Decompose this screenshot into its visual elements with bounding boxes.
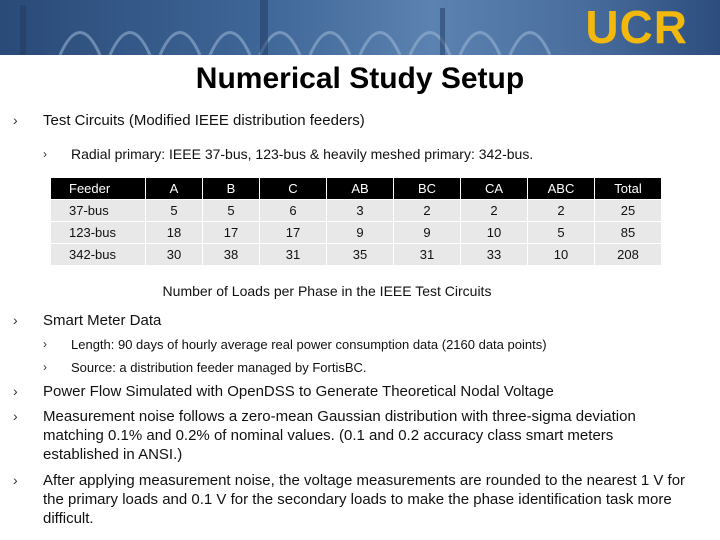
- table-cell: 31: [260, 244, 326, 265]
- table-row: [51, 222, 661, 243]
- table-cell: 5: [203, 200, 259, 221]
- table-cell: 3: [327, 200, 393, 221]
- table-cell: 10: [528, 244, 594, 265]
- slide-title: Numerical Study Setup: [195, 62, 525, 95]
- table-row: [51, 244, 661, 265]
- col-header: Feeder: [51, 178, 145, 199]
- table-cell: 5: [528, 222, 594, 243]
- sub-bullet-length: [43, 335, 547, 354]
- chevron-right-icon: ›: [43, 147, 47, 161]
- bullet-text: Source: a distribution feeder managed by FortisBC.: [71, 360, 367, 375]
- header-banner: [0, 0, 720, 55]
- table-cell: 33: [461, 244, 527, 265]
- table-cell: 2: [461, 200, 527, 221]
- table-cell: 31: [394, 244, 460, 265]
- bullet-text: Length: 90 days of hourly average real power consumption data (2160 data points): [71, 337, 547, 352]
- loads-table: [50, 177, 662, 266]
- sub-bullet-source: [43, 358, 367, 377]
- col-header: C: [260, 178, 326, 199]
- bullet-text: Power Flow Simulated with OpenDSS to Generate Theoretical Nodal Voltage: [43, 383, 554, 400]
- col-header: BC: [394, 178, 460, 199]
- bullet-text: Measurement noise follows a zero-mean Gaussian distribution with three-sigma deviation matching 0.1% and 0.2% of nominal values. (0.1 and 0.2 accuracy class smart meters established in ANSI.): [43, 408, 636, 463]
- table-cell: 10: [461, 222, 527, 243]
- chevron-right-icon: ›: [43, 337, 47, 351]
- bullet-text: Radial primary: IEEE 37-bus, 123-bus & heavily meshed primary: 342-bus.: [71, 146, 534, 162]
- chevron-right-icon: ›: [13, 408, 18, 424]
- table-cell: 37-bus: [51, 200, 145, 221]
- col-header: AB: [327, 178, 393, 199]
- table-cell: 342-bus: [51, 244, 145, 265]
- bullet-measurement-noise: [13, 407, 693, 464]
- col-header: A: [146, 178, 202, 199]
- table-cell: 9: [327, 222, 393, 243]
- table-cell: 35: [327, 244, 393, 265]
- chevron-right-icon: ›: [13, 312, 18, 328]
- sub-bullet-radial: [43, 145, 534, 164]
- table-cell: 2: [528, 200, 594, 221]
- chevron-right-icon: ›: [13, 383, 18, 399]
- chevron-right-icon: ›: [43, 360, 47, 374]
- table-cell: 17: [260, 222, 326, 243]
- table-caption: Number of Loads per Phase in the IEEE Test Circuits: [162, 283, 492, 299]
- bullet-test-circuits: [13, 111, 365, 130]
- table-cell: 17: [203, 222, 259, 243]
- table-cell: 25: [595, 200, 661, 221]
- ucr-logo: UCR: [585, 1, 688, 53]
- table-cell: 18: [146, 222, 202, 243]
- table-cell: 2: [394, 200, 460, 221]
- table-cell: 30: [146, 244, 202, 265]
- bullet-rounding: [13, 471, 698, 528]
- bullet-smart-meter: [13, 311, 162, 330]
- bullet-text: Smart Meter Data: [43, 312, 162, 329]
- col-header: Total: [595, 178, 661, 199]
- table-cell: 123-bus: [51, 222, 145, 243]
- table-cell: 5: [146, 200, 202, 221]
- table-cell: 6: [260, 200, 326, 221]
- chevron-right-icon: ›: [13, 472, 18, 488]
- bullet-power-flow: [13, 382, 693, 401]
- table-cell: 9: [394, 222, 460, 243]
- col-header: B: [203, 178, 259, 199]
- table-cell: 85: [595, 222, 661, 243]
- bullet-text: After applying measurement noise, the voltage measurements are rounded to the nearest 1 V for the primary loads and 0.1 V for the secondary loads to make the phase identification task more difficult.: [43, 472, 686, 527]
- chevron-right-icon: ›: [13, 112, 18, 128]
- col-header: CA: [461, 178, 527, 199]
- col-header: ABC: [528, 178, 594, 199]
- table-cell: 208: [595, 244, 661, 265]
- bullet-text: Test Circuits (Modified IEEE distribution feeders): [43, 112, 365, 129]
- table-row: [51, 200, 661, 221]
- table-cell: 38: [203, 244, 259, 265]
- table-header-row: [51, 178, 661, 199]
